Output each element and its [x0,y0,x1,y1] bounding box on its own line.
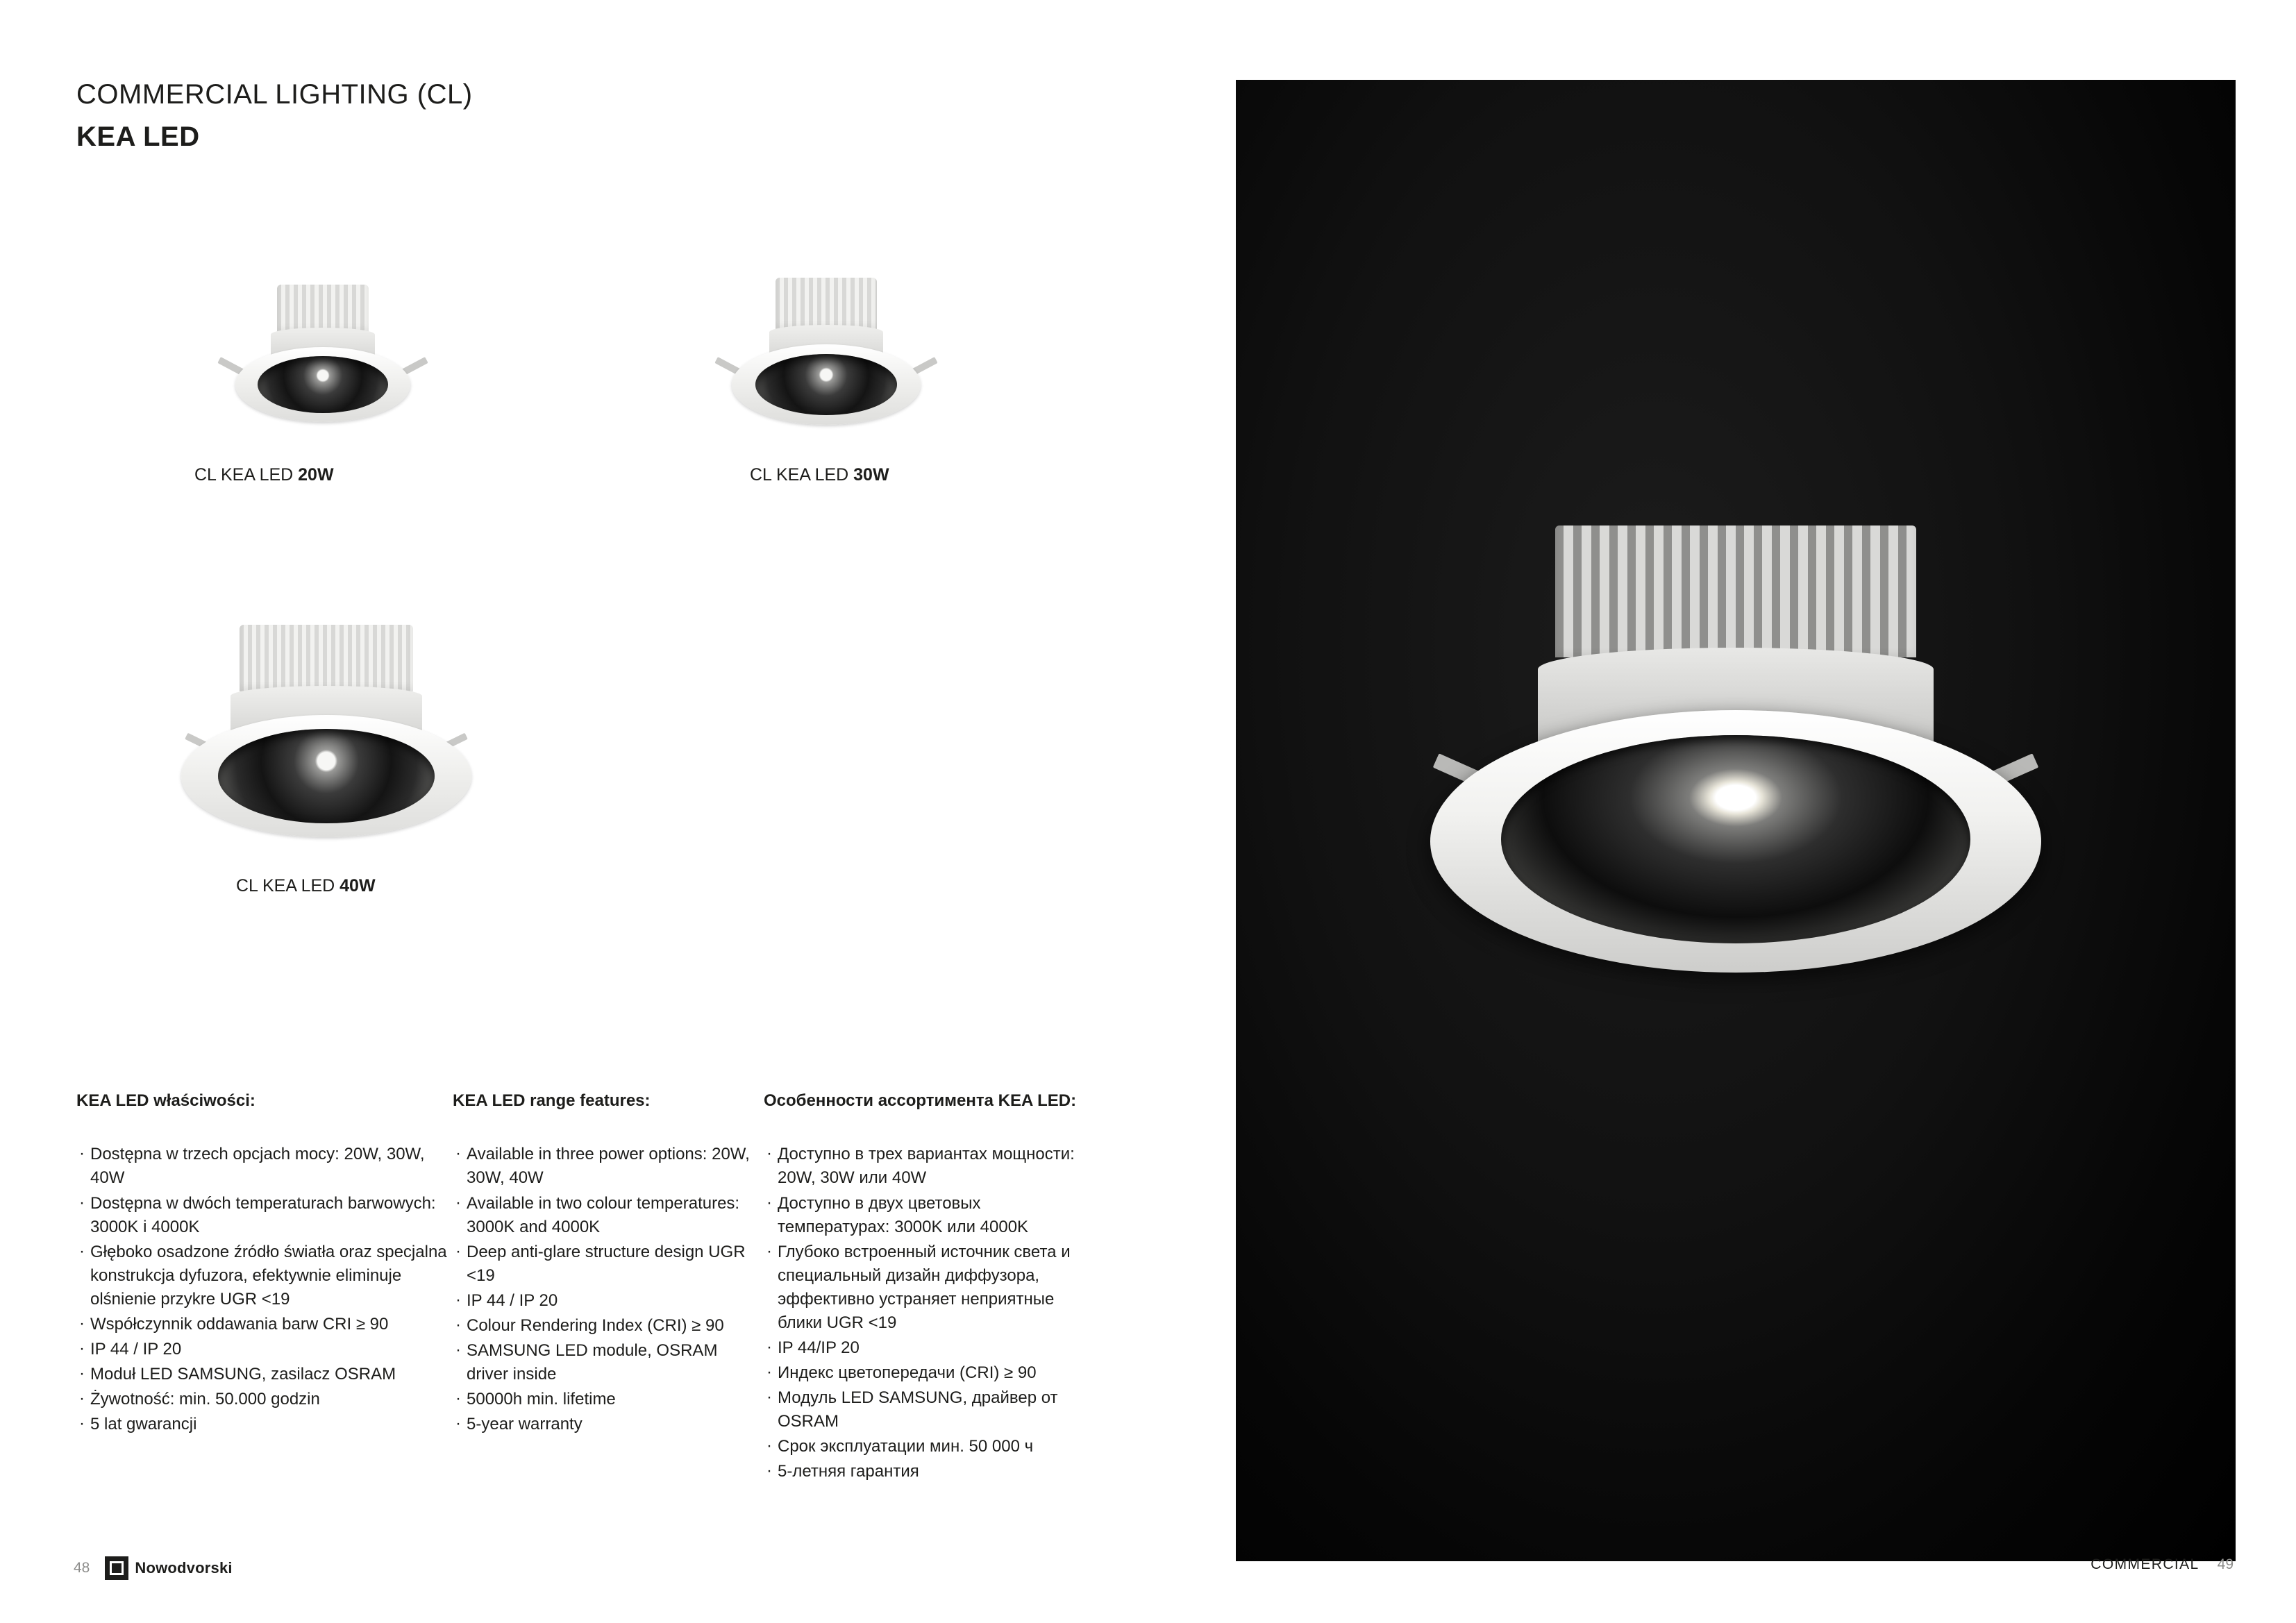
heatsink-fins-icon [1555,525,1916,657]
logo-mark-icon [105,1556,128,1580]
brand-logo [105,1556,232,1580]
footer-right [2090,1556,2234,1573]
list-item: · 5-year warranty [453,1413,762,1436]
list-item: · Deep anti-glare structure design UGR <19 [453,1241,762,1288]
heatsink-fins-icon [240,625,413,691]
features-heading-ru: Особенности ассортимента KEA LED: [764,1091,1077,1110]
list-item: · 50000h min. lifetime [453,1388,762,1411]
list-item: · Глубоко встроенный источник света и специальный дизайн диффузора, эффективно устраняет неприятные блики UGR <19 [764,1241,1090,1335]
list-item: · 5-летняя гарантия [764,1460,1090,1483]
reflector-cone [218,729,435,823]
title-main: COMMERCIAL LIGHTING (CL) [76,79,473,110]
list-item: · IP 44 / IP 20 [76,1338,451,1361]
section-label: COMMERCIAL [2090,1556,2199,1572]
list-item: · Available in three power options: 20W, 30W, 40W [453,1143,762,1190]
features-column-en [453,1090,762,1438]
list-item: · 5 lat gwarancji [76,1413,451,1436]
features-list-ru [764,1143,1090,1483]
list-item: · Доступно в двух цветовых температурах: 3000K или 4000K [764,1192,1090,1239]
list-item: · Доступно в трех вариантах мощности: 20W, 30W или 40W [764,1143,1090,1190]
product-caption-30w [750,465,889,485]
product-name-20w: CL KEA LED [194,465,299,485]
features-list-pl [76,1143,451,1436]
features-list-en [453,1143,762,1436]
product-power-40w: 40W [340,876,376,895]
list-item: · Żywotność: min. 50.000 godzin [76,1388,451,1411]
brand-name: Nowodvorski [135,1559,233,1576]
page-title [76,76,473,155]
list-item: · Dostępna w dwóch temperaturach barwowych: 3000K i 4000K [76,1192,451,1239]
list-item: · IP 44/IP 20 [764,1336,1090,1360]
list-item: · IP 44 / IP 20 [453,1289,762,1313]
list-item: · SAMSUNG LED module, OSRAM driver inside [453,1339,762,1386]
reflector-cone [258,356,388,413]
features-column-ru [764,1090,1090,1485]
right-page [1236,0,2296,1623]
list-item: · Срок эксплуатации мин. 50 000 ч [764,1435,1090,1458]
product-name-30w: CL KEA LED [750,465,854,485]
heatsink-fins-icon [277,285,369,333]
product-30w [708,272,944,485]
page-number-left: 48 [74,1560,90,1576]
footer-left [74,1556,233,1580]
list-item: · Dostępna w trzech opcjach mocy: 20W, 30W, 40W [76,1143,451,1190]
product-power-30w: 30W [853,465,889,485]
list-item: · Модуль LED SAMSUNG, драйвер от OSRAM [764,1386,1090,1433]
product-caption-20w [194,465,334,485]
list-item: · Głęboko osadzone źródło światła oraz specjalna konstrukcja dyfuzora, efektywnie eliminuje olśnienie przykre UGR <19 [76,1241,451,1311]
luminaire-hero-image [1382,512,2090,1011]
product-40w [146,618,507,895]
features-heading-pl: KEA LED właściwości: [76,1091,255,1110]
list-item: · Индекс цветопередачи (CRI) ≥ 90 [764,1361,1090,1385]
product-caption-40w [236,876,376,896]
features-column-pl [76,1090,451,1438]
luminaire-image-40w [146,618,507,847]
list-item: · Moduł LED SAMSUNG, zasilacz OSRAM [76,1363,451,1386]
reflector-cone [755,354,897,415]
page-number-right: 49 [2217,1556,2234,1572]
luminaire-image-30w [708,272,944,439]
product-power-20w: 20W [298,465,334,485]
product-name-40w: CL KEA LED [236,876,340,895]
title-sub: KEA LED [76,121,200,152]
reflector-cone [1501,735,1970,943]
list-item: · Współczynnik oddawania barw CRI ≥ 90 [76,1313,451,1336]
luminaire-image-20w [208,278,437,437]
list-item: · Available in two colour temperatures: 3000K and 4000K [453,1192,762,1239]
features-heading-en: KEA LED range features: [453,1091,651,1110]
hero-product-photo [1236,80,2236,1561]
list-item: · Colour Rendering Index (CRI) ≥ 90 [453,1314,762,1338]
product-20w [194,278,437,485]
heatsink-fins-icon [776,278,877,330]
